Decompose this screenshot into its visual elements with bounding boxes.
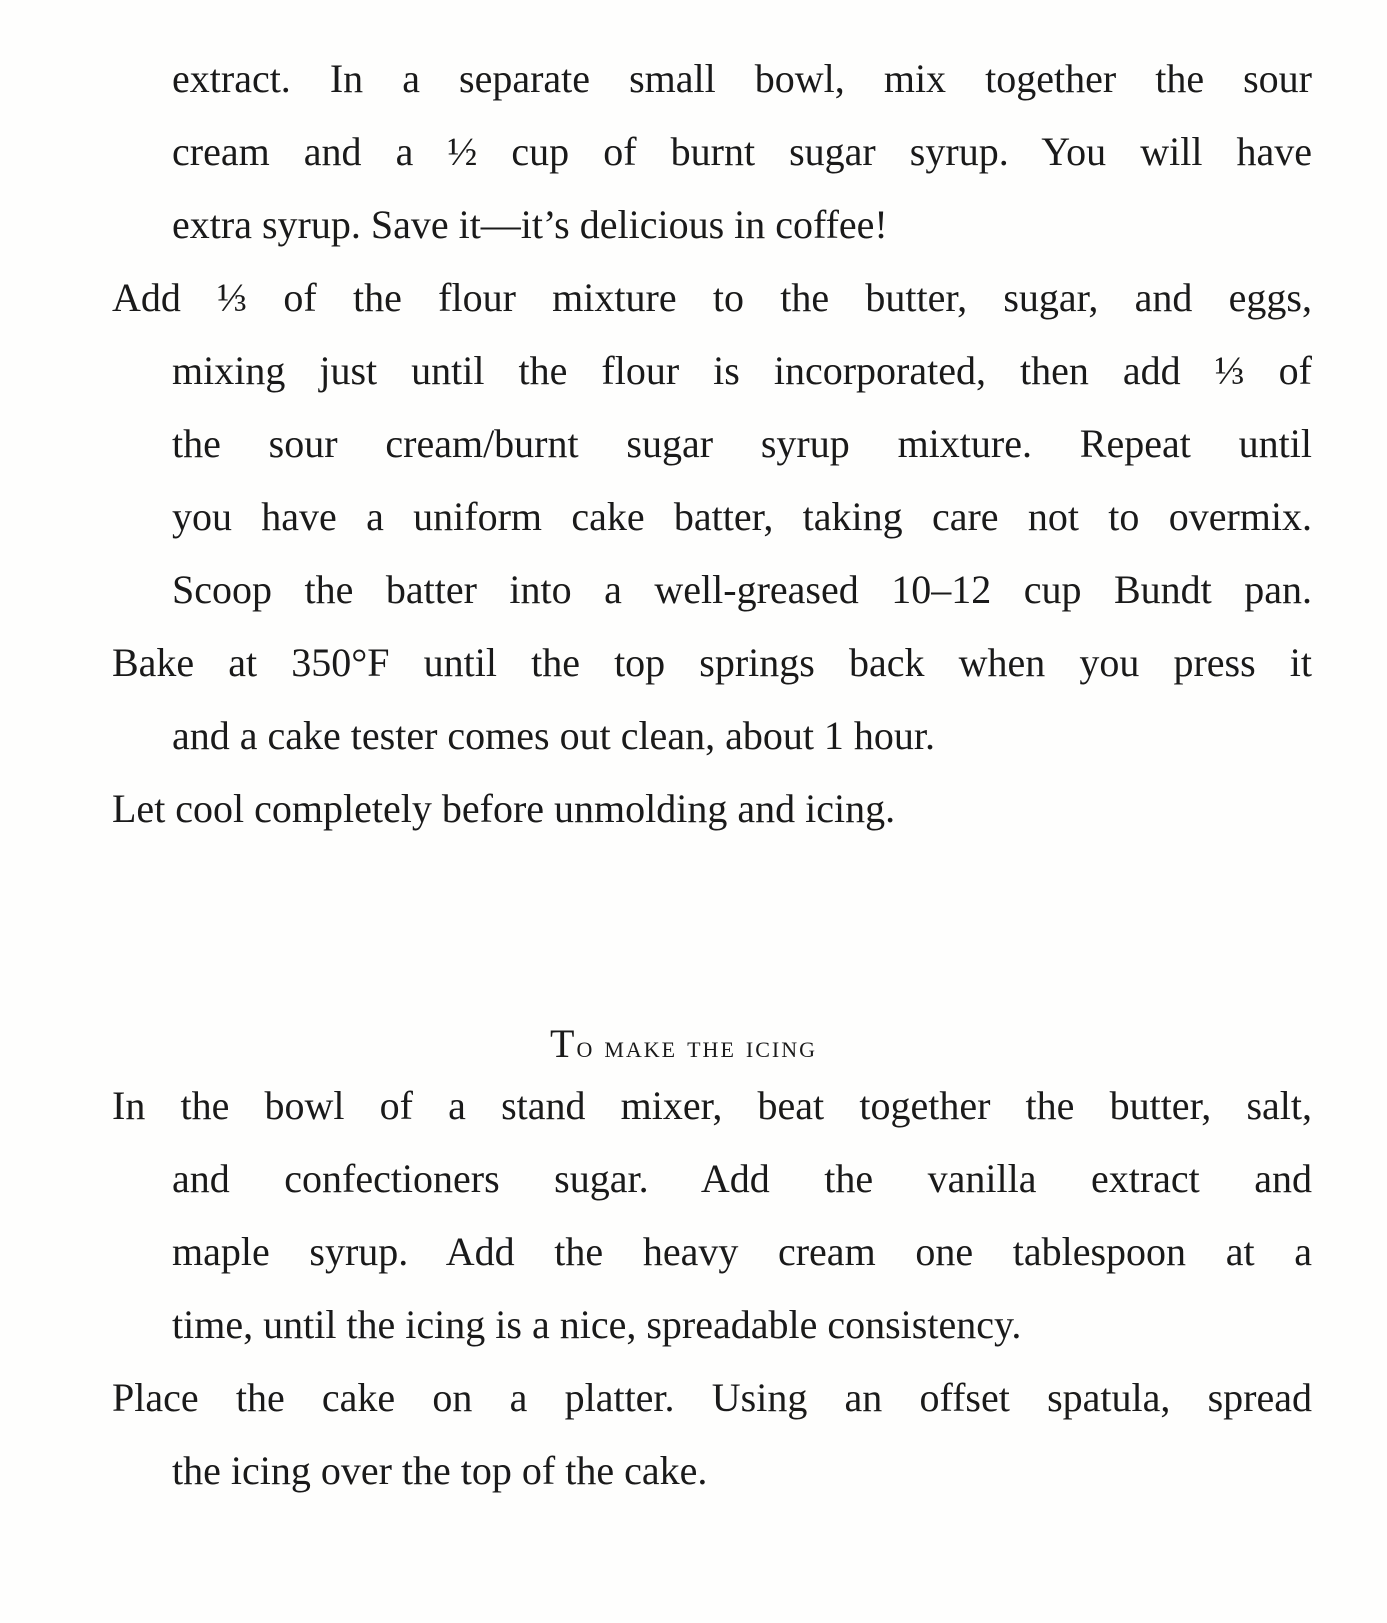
text-line: Add ⅓ of the flour mixture to the butter, sugar, and eggs,	[112, 275, 1312, 320]
section-heading-icing	[0, 1020, 1387, 1067]
text-line: Let cool completely before unmolding and icing.	[112, 786, 896, 831]
text-line: Place the cake on a platter. Using an offset spatula, spread	[112, 1375, 1312, 1420]
paragraph-platter	[112, 1361, 1312, 1507]
text-line: mixing just until the flour is incorporated, then add ⅓ of	[172, 348, 1312, 393]
paragraph-stand-mixer	[112, 1069, 1312, 1361]
text-line: the sour cream/burnt sugar syrup mixture. Repeat until	[172, 421, 1312, 466]
text-line: In the bowl of a stand mixer, beat together the butter, salt,	[112, 1083, 1312, 1128]
paragraph-bake	[112, 626, 1312, 772]
text-line: extract. In a separate small bowl, mix together the sour	[172, 56, 1312, 101]
paragraph-add-flour	[112, 261, 1312, 626]
text-line: and a cake tester comes out clean, about 1 hour.	[172, 713, 936, 758]
text-line: Scoop the batter into a well-greased 10–12 cup Bundt pan.	[172, 567, 1312, 612]
text-line: Bake at 350°F until the top springs back when you press it	[112, 640, 1312, 685]
text-line: you have a uniform cake batter, taking care not to overmix.	[172, 494, 1312, 539]
heading-initial: T	[550, 1021, 577, 1066]
text-line: time, until the icing is a nice, spreadable consistency.	[172, 1302, 1022, 1347]
text-line: cream and a ½ cup of burnt sugar syrup. You will have	[172, 129, 1312, 174]
text-line: the icing over the top of the cake.	[172, 1448, 708, 1493]
text-line: and confectioners sugar. Add the vanilla extract and	[172, 1156, 1312, 1201]
text-line: maple syrup. Add the heavy cream one tablespoon at a	[172, 1229, 1312, 1274]
paragraph-sour-cream-syrup	[112, 42, 1312, 261]
paragraph-cool	[112, 772, 1312, 845]
text-line: extra syrup. Save it—it’s delicious in coffee!	[172, 202, 888, 247]
heading-rest: o make the icing	[576, 1028, 817, 1064]
